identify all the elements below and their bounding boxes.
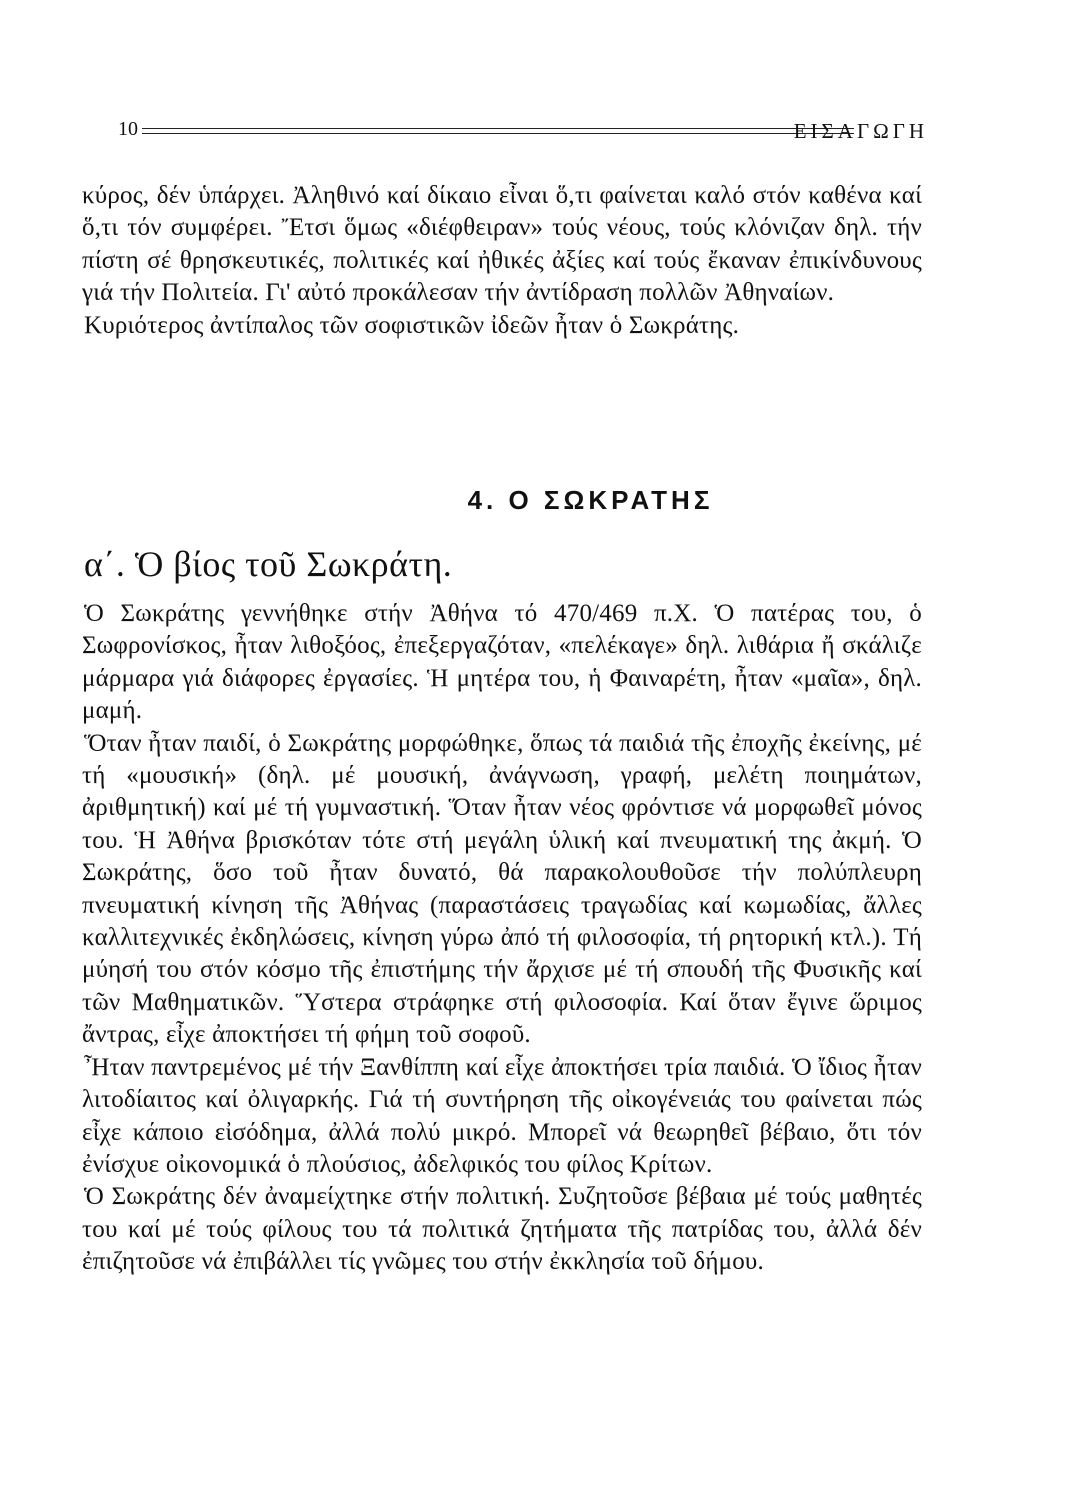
subsection-title: α΄. Ὁ βίος τοῦ Σωκράτη.	[84, 544, 453, 584]
header-rule-top	[142, 128, 854, 129]
paragraph: Ὁ Σωκράτης γεννήθηκε στήν Ἀθήνα τό 470/469 π.Χ. Ὁ πατέρας του, ὁ Σωφρονίσκος, ἦταν λιθοξόος, ἐπεξεργαζόταν, «πελέκαγε» δηλ. λιθάρια ἤ σκάλιζε μάρμαρα γιά διάφορες ἐργασίες. Ἡ μητέρα του, ἡ Φαιναρέτη, ἦταν «μαῖα», δηλ. μαμή.	[82, 600, 922, 725]
paragraph: Κυριότερος ἀντίπαλος τῶν σοφιστικῶν ἰδεῶν ἦταν ὁ Σωκράτης.	[84, 311, 740, 339]
paragraph: Ὅταν ἦταν παιδί, ὁ Σωκράτης μορφώθηκε, ὅπως τά παιδιά τῆς ἐποχῆς ἐκείνης, μέ τή «μουσική» (δηλ. μέ μουσική, ἀνάγνωση, γραφή, μελέτη ποιημάτων, ἀριθμητική) καί μέ τή γυμναστική. Ὅταν ἦταν νέος φρόντισε νά μορφωθεῖ μόνος του. Ἡ Ἀθήνα βρισκόταν τότε στή μεγάλη ὑλική καί πνευματική της ἀκμή. Ὁ Σωκράτης, ὅσο τοῦ ἦταν δυνατό, θά παρακολουθοῦσε τήν πολύπλευρη πνευματική κίνηση τῆς Ἀθήνας (παραστάσεις τραγωδίας καί κωμωδίας, ἄλλες καλλιτεχνικές ἐκδηλώσεις, κίνηση γύρω ἀπό τή φιλοσοφία, τή ρητορική κτλ.). Τή μύησή του στόν κόσμο τῆς ἐπιστήμης τήν ἄρχισε μέ τή σπουδή τῆς Φυσικῆς καί τῶν Μαθηματικῶν. Ὕστερα στράφηκε στή φιλοσοφία. Καί ὅταν ἔγινε ὥριμος ἄντρας, εἶχε ἀποκτήσει τή φήμη τοῦ σοφοῦ.	[82, 729, 922, 1049]
header-rule-bottom	[142, 133, 854, 134]
chapter-body	[82, 598, 922, 1279]
chapter-title: 4. Ο ΣΩΚΡΑΤΗΣ	[467, 485, 714, 515]
paragraph: Ὁ Σωκράτης δέν ἀναμείχτηκε στήν πολιτική. Συζητοῦσε βέβαια μέ τούς μαθητές του καί μέ τούς φίλους του τά πολιτικά ζητήματα τῆς πατρίδας του, ἀλλά δέν ἐπιζητοῦσε νά ἐπιβάλλει τίς γνῶμες του στήν ἐκκλησία τοῦ δήμου.	[82, 1183, 922, 1276]
paragraph: κύρος, δέν ὑπάρχει. Ἀληθινό καί δίκαιο εἶναι ὅ,τι φαίνεται καλό στόν καθένα καί ὅ,τι τόν συμφέρει. Ἔτσι ὅμως «διέφθειραν» τούς νέους, τούς κλόνιζαν δηλ. τήν πίστη σέ θρησκευτικές, πολιτικές καί ἠθικές ἀξίες καί τούς ἔκαναν ἐπικίνδυνους γιά τήν Πολιτεία. Γι' αὐτό προκάλεσαν τήν ἀντίδραση πολλῶν Ἀθηναίων.	[82, 182, 922, 307]
running-header-title: ΕΙΣΑΓΩΓΗ	[793, 119, 928, 143]
intro-text	[82, 180, 922, 342]
paragraph: Ἦταν παντρεμένος μέ τήν Ξανθίππη καί εἶχε ἀποκτήσει τρία παιδιά. Ὁ ἴδιος ἦταν λιτοδίαιτος καί ὀλιγαρκής. Γιά τή συντήρηση τῆς οἰκογένειάς του φαίνεται πώς εἶχε κάποιο εἰσόδημα, ἀλλά πολύ μικρό. Μπορεῖ νά θεωρηθεῖ βέβαιο, ὅτι τόν ἐνίσχυε οἰκονομικά ὁ πλούσιος, ἀδελφικός του φίλος Κρίτων.	[82, 1053, 922, 1178]
running-header	[118, 118, 928, 158]
page-number: 10	[118, 118, 138, 140]
